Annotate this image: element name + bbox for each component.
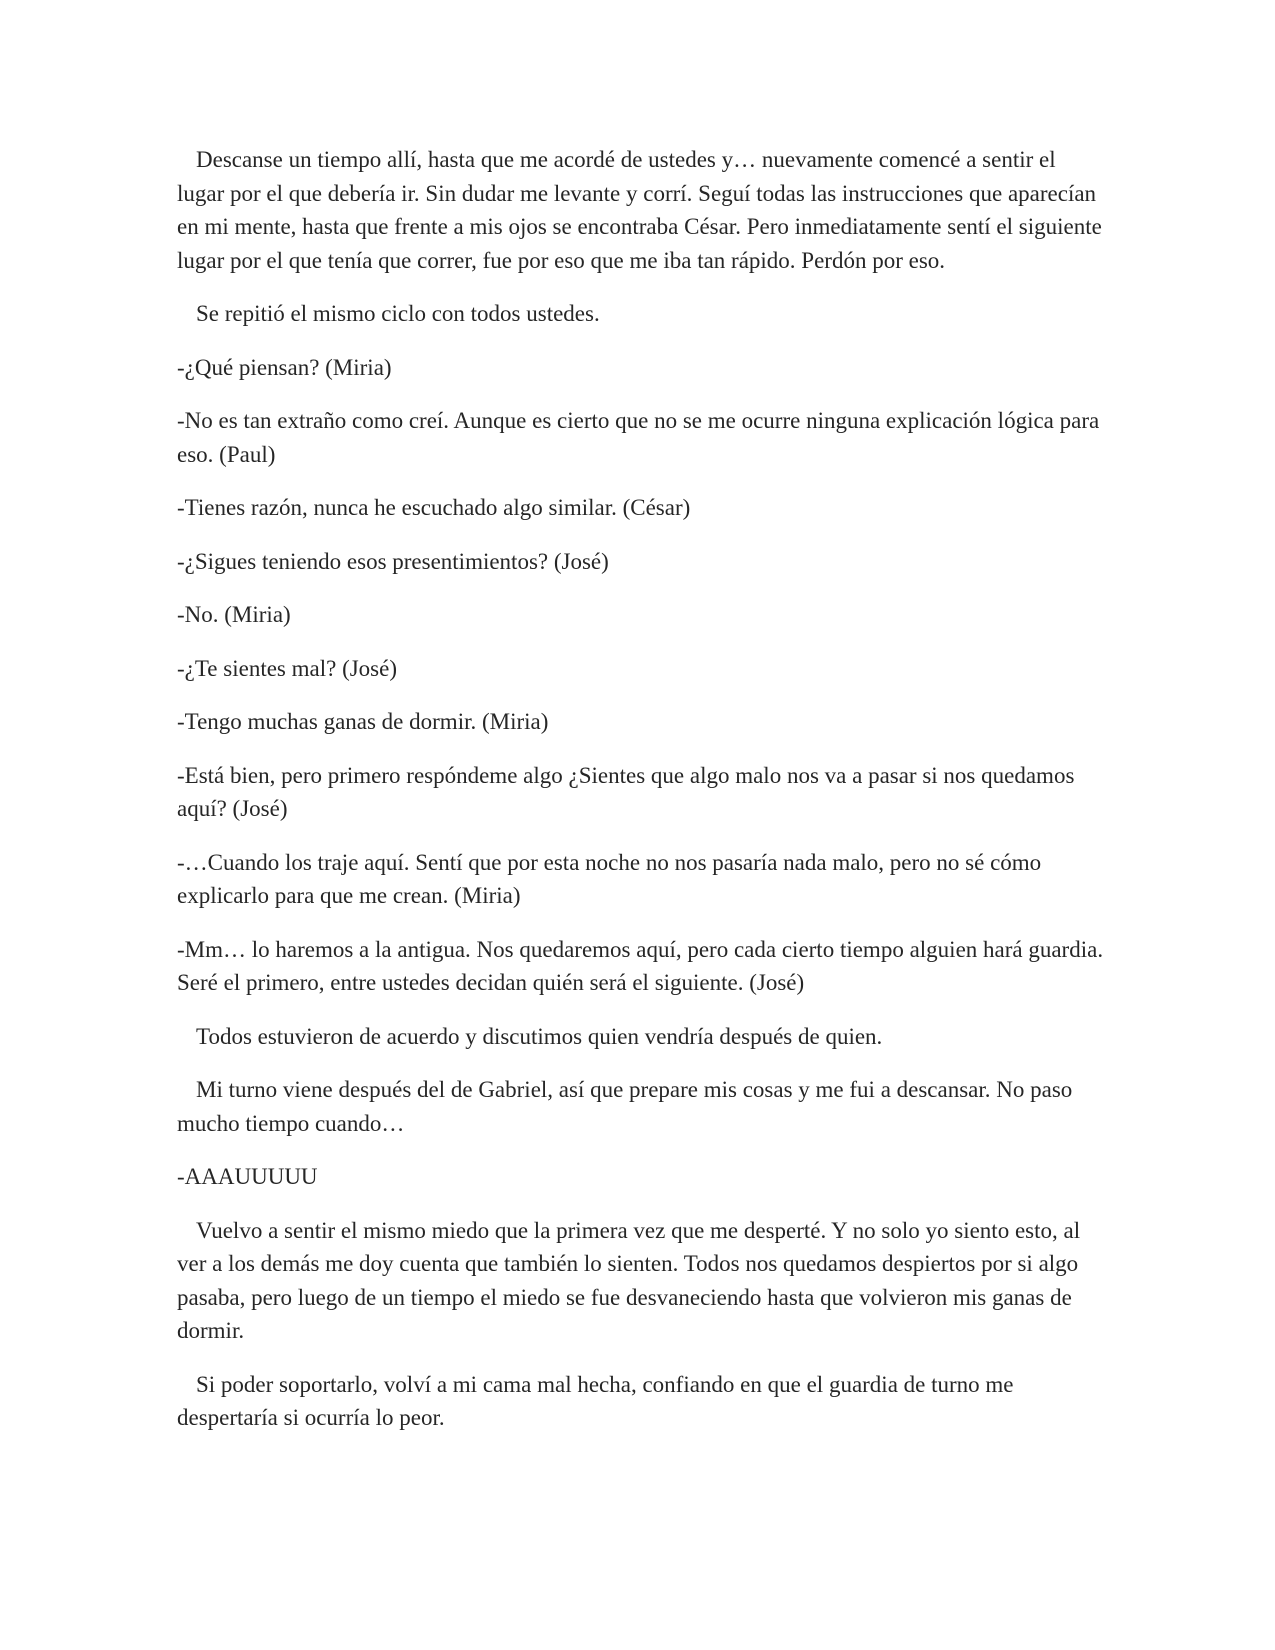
narrative-paragraph: Todos estuvieron de acuerdo y discutimos quien vendría después de quien. <box>196 1023 883 1049</box>
dialogue-line: -…Cuando los traje aquí. Sentí que por esta noche no nos pasaría nada malo, pero no sé cómo explicarlo para que me crean. (Miria) <box>177 849 1042 908</box>
dialogue-line: -No es tan extraño como creí. Aunque es cierto que no se me ocurre ninguna explicación lógica para eso. (Paul) <box>177 408 1100 467</box>
dialogue-line: -¿Te sientes mal? (José) <box>177 655 397 681</box>
dialogue-line: -Mm… lo haremos a la antigua. Nos quedaremos aquí, pero cada cierto tiempo alguien hará guardia. Seré el primero, entre ustedes decidan quién será el siguiente. (José) <box>177 936 1104 995</box>
narrative-paragraph: Vuelvo a sentir el mismo miedo que la primera vez que me desperté. Y no solo yo siento esto, al ver a los demás me doy cuenta que también lo sienten. Todos nos quedamos despiertos por si algo pasaba, pero luego de un tiempo el miedo se fue desvaneciendo hasta que volvieron mis ganas de dormir. <box>177 1217 1081 1343</box>
dialogue-line: -¿Sigues teniendo esos presentimientos? (José) <box>177 548 609 574</box>
dialogue-line: -AAAUUUUU <box>177 1164 318 1189</box>
dialogue-line: -Tengo muchas ganas de dormir. (Miria) <box>177 709 549 734</box>
dialogue-line: -No. (Miria) <box>177 602 291 627</box>
dialogue-line: -Tienes razón, nunca he escuchado algo similar. (César) <box>177 495 691 520</box>
body-text <box>177 143 1107 1455</box>
narrative-paragraph: Mi turno viene después del de Gabriel, así que prepare mis cosas y me fui a descansar. No paso mucho tiempo cuando… <box>177 1077 1073 1136</box>
dialogue-line: -¿Qué piensan? (Miria) <box>177 354 392 380</box>
narrative-paragraph: Descanse un tiempo allí, hasta que me acordé de ustedes y… nuevamente comencé a sentir el lugar por el que debería ir. Sin dudar me levante y corrí. Seguí todas las instrucciones que aparecían en mi mente, hasta que frente a mis ojos se encontraba César. Pero inmediatamente sentí el siguiente lugar por el que tenía que correr, fue por eso que me iba tan rápido. Perdón por eso. <box>177 147 1102 273</box>
narrative-paragraph: Si poder soportarlo, volví a mi cama mal hecha, confiando en que el guardia de turno me despertaría si ocurría lo peor. <box>177 1371 1014 1430</box>
dialogue-line: -Está bien, pero primero respóndeme algo ¿Sientes que algo malo nos va a pasar si nos quedamos aquí? (José) <box>177 762 1075 821</box>
narrative-paragraph: Se repitió el mismo ciclo con todos ustedes. <box>196 301 600 326</box>
